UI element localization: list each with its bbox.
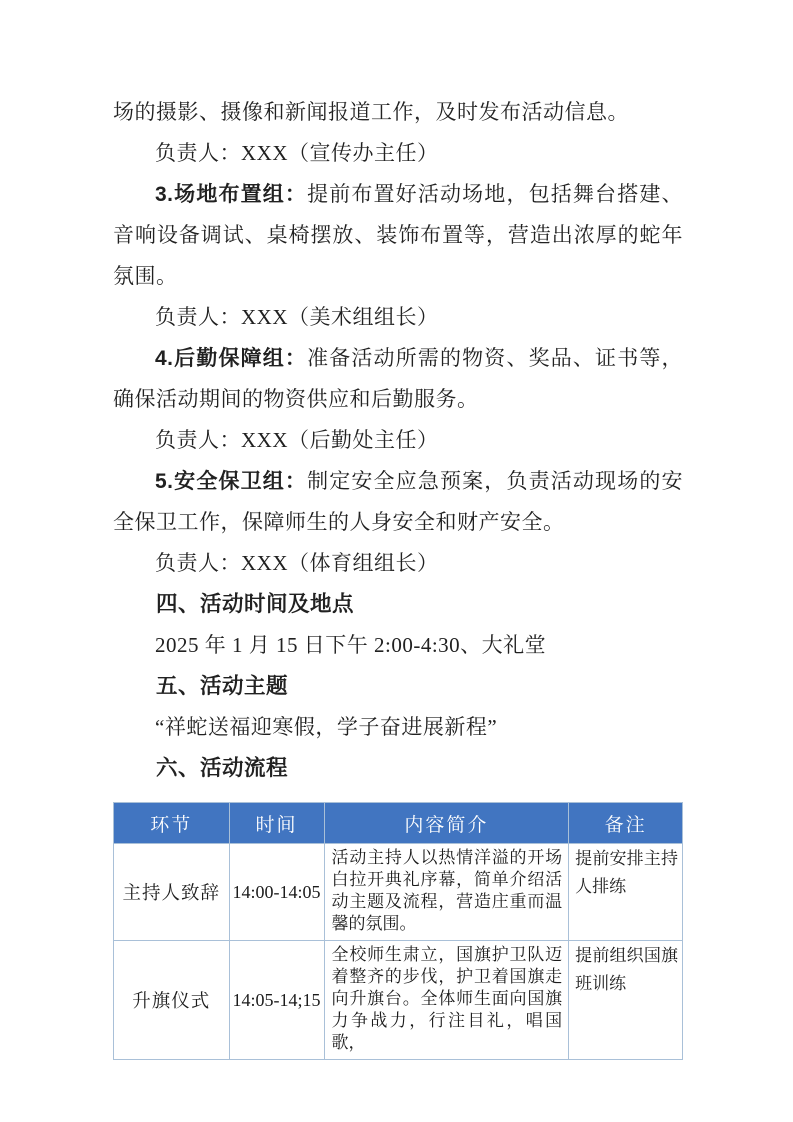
paragraph-owner-art bbox=[113, 297, 683, 338]
cell-note: 提前组织国旗班训练 bbox=[569, 941, 683, 1060]
section-heading-time-place: 四、活动时间及地点 bbox=[156, 592, 355, 616]
paragraph-lead: 4.后勤保障组： bbox=[155, 347, 308, 370]
cell-stage: 主持人致辞 bbox=[114, 844, 230, 941]
paragraph-text: “祥蛇送福迎寒假，学子奋进展新程” bbox=[155, 715, 498, 739]
cell-content: 全校师生肃立，国旗护卫队迈着整齐的步伐，护卫着国旗走向升旗台。全体师生面向国旗力争战力，行注目礼，唱国歌， bbox=[324, 941, 569, 1060]
column-header-note: 备注 bbox=[569, 803, 683, 844]
paragraph-theme bbox=[113, 707, 683, 748]
column-header-stage: 环节 bbox=[114, 803, 230, 844]
document-content bbox=[113, 92, 683, 1060]
paragraph-owner-sports bbox=[113, 543, 683, 584]
paragraph-lead: 5.安全保卫组： bbox=[155, 470, 308, 493]
cell-stage: 升旗仪式 bbox=[114, 941, 230, 1060]
paragraph-owner-logistics bbox=[113, 420, 683, 461]
cell-note: 提前安排主持人排练 bbox=[569, 844, 683, 941]
column-header-time: 时间 bbox=[229, 803, 324, 844]
paragraph-owner-publicity bbox=[113, 133, 683, 174]
section-heading-schedule: 六、活动流程 bbox=[156, 756, 289, 780]
paragraph-time-place bbox=[113, 625, 683, 666]
paragraph-group-venue bbox=[113, 174, 683, 297]
paragraph-text: 准备活动所需的物资、奖品、证书等，确保活动期间的物资供应和后勤服务。 bbox=[113, 346, 684, 411]
paragraph-text: 负责人：XXX（后勤处主任） bbox=[155, 428, 439, 452]
cell-time: 14:05-14;15 bbox=[229, 941, 324, 1060]
schedule-table-header-row bbox=[114, 803, 683, 844]
section-heading-theme: 五、活动主题 bbox=[156, 674, 289, 698]
paragraph-lead: 3.场地布置组： bbox=[155, 183, 308, 206]
paragraph-group-logistics bbox=[113, 338, 683, 420]
table-row bbox=[114, 941, 683, 1060]
table-row bbox=[114, 844, 683, 941]
paragraph-text: 场的摄影、摄像和新闻报道工作，及时发布活动信息。 bbox=[113, 100, 629, 124]
cell-content: 活动主持人以热情洋溢的开场白拉开典礼序幕，简单介绍活动主题及流程，营造庄重而温馨的氛围。 bbox=[324, 844, 569, 941]
paragraph-text: 负责人：XXX（体育组组长） bbox=[155, 551, 439, 575]
paragraph-text: 制定安全应急预案，负责活动现场的安全保卫工作，保障师生的人身安全和财产安全。 bbox=[113, 469, 684, 534]
paragraph-continuation bbox=[113, 92, 683, 133]
paragraph-text: 负责人：XXX（美术组组长） bbox=[155, 305, 439, 329]
cell-time: 14:00-14:05 bbox=[229, 844, 324, 941]
schedule-table bbox=[113, 802, 683, 1060]
paragraph-text: 2025 年 1 月 15 日下午 2:00-4:30、大礼堂 bbox=[155, 633, 547, 657]
column-header-content: 内容简介 bbox=[324, 803, 569, 844]
paragraph-text: 提前布置好活动场地，包括舞台搭建、音响设备调试、桌椅摆放、装饰布置等，营造出浓厚的蛇年氛围。 bbox=[113, 182, 684, 288]
paragraph-text: 负责人：XXX（宣传办主任） bbox=[155, 141, 439, 165]
paragraph-group-security bbox=[113, 461, 683, 543]
